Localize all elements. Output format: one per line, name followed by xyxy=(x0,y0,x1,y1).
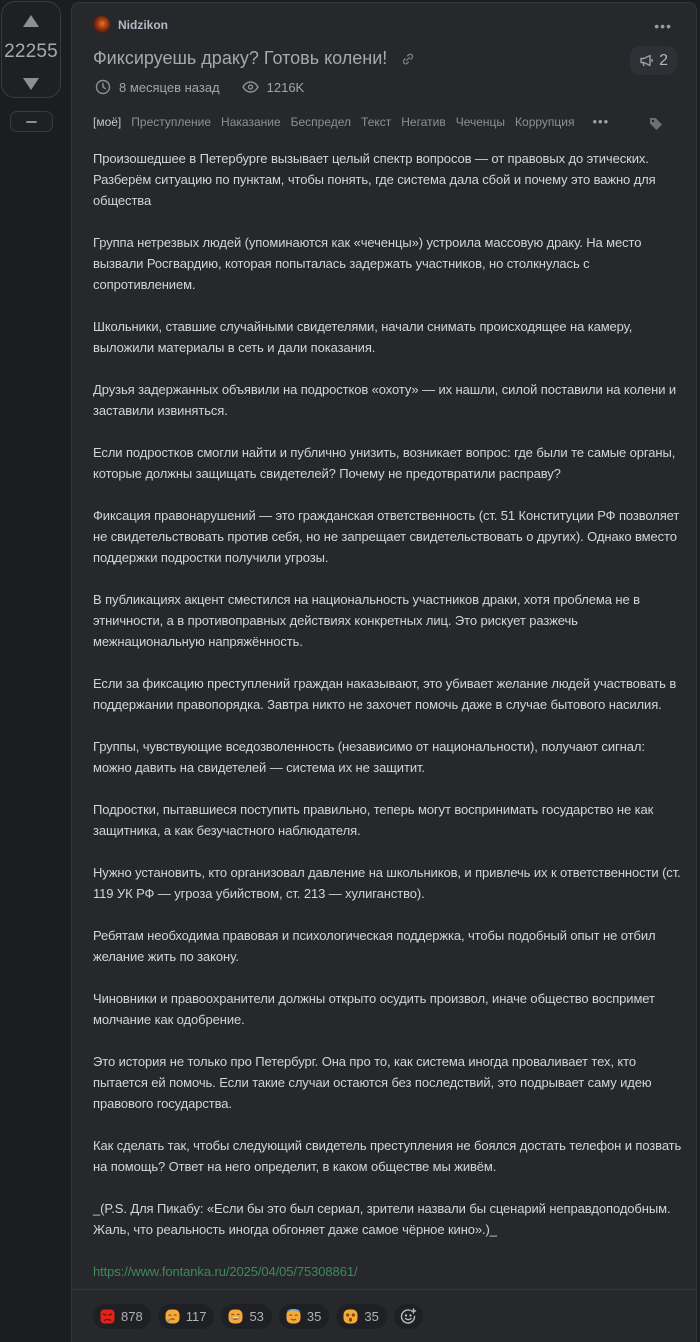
paragraph: Группа нетрезвых людей (упоминаются как «чеченцы») устроила массовую драку. На место вызвали Росгвардию, которая попыталась задержать участников, но столкнулась с сопротивлением. xyxy=(93,235,642,292)
comments-button[interactable] xyxy=(630,46,677,75)
author[interactable] xyxy=(93,16,168,33)
title-row xyxy=(93,48,415,69)
paragraph: Произошедшее в Петербурге вызывает целый спектр вопросов — от правовых до этических. Разберём ситуацию по пунктам, чтобы понять, где система дала сбой и почему это важно для общества xyxy=(93,151,656,208)
paragraph: Школьники, ставшие случайными свидетелями, начали снимать происходящее на камеру, выложили материалы в сеть и дали показания. xyxy=(93,319,633,355)
reaction-crying[interactable] xyxy=(158,1304,215,1329)
tag-item[interactable]: Наказание xyxy=(221,115,281,129)
divider xyxy=(72,1289,696,1290)
paragraph: В публикациях акцент сместился на национальность участников драки, хотя проблема не в этничности, а в противоправных действиях конкретных лиц. Это рискует разжечь межнациональную напряжённость. xyxy=(93,592,640,649)
story-content xyxy=(93,148,683,1303)
paragraph: Если подростков смогли найти и публично унизить, возникает вопрос: где были те самые органы, которые должны защищать свидетелей? Почему не предотвратили расправу? xyxy=(93,445,676,481)
paragraph: Фиксация правонарушений — это гражданская ответственность (ст. 51 Конституции РФ позволяет не свидетельствовать против себя, но не запрещает свидетельствовать о других). Однако вместо поддержки подростки получили угрозы. xyxy=(93,508,680,565)
time-ago: 8 месяцев назад xyxy=(119,79,220,95)
upvote-icon[interactable] xyxy=(23,15,39,27)
eye-icon xyxy=(242,81,259,93)
author-name[interactable]: Nidzikon xyxy=(118,17,168,32)
minus-icon xyxy=(26,121,37,123)
tag-item[interactable]: Негатив xyxy=(401,115,446,129)
views-count: 1216K xyxy=(266,79,305,95)
clock-icon xyxy=(95,79,111,95)
paragraph: Это история не только про Петербург. Она про то, как система иногда проваливает тех, кто пытается ей помочь. Если такие случаи остаются без последствий, это подрывает саму идею правового государства. xyxy=(93,1054,652,1111)
tag-item[interactable]: [моё] xyxy=(93,115,122,129)
story-card xyxy=(71,2,697,1342)
reaction-relieved[interactable] xyxy=(279,1304,329,1329)
source-link[interactable]: https://www.fontanka.ru/2025/04/05/75308861/ xyxy=(93,1264,358,1279)
more-tags-button[interactable]: ••• xyxy=(592,114,610,129)
reaction-count: 117 xyxy=(185,1309,207,1324)
paragraph: Группы, чувствующие вседозволенность (независимо от национальности), получают сигнал: можно давить на свидетелей — система их не защитит. xyxy=(93,739,645,775)
laughing-face-icon xyxy=(228,1309,243,1324)
tag-item[interactable]: Коррупция xyxy=(515,115,575,129)
tag-item[interactable]: Текст xyxy=(361,115,392,129)
megaphone-icon xyxy=(639,54,654,67)
reaction-count: 53 xyxy=(249,1309,264,1324)
comments-count: 2 xyxy=(659,51,668,69)
story-title[interactable]: Фиксируешь драку? Готовь колени! xyxy=(93,48,388,68)
downvote-icon[interactable] xyxy=(23,78,39,90)
vote-count: 22255 xyxy=(4,41,58,62)
reaction-count: 35 xyxy=(306,1309,322,1324)
relieved-face-icon xyxy=(286,1309,301,1324)
tag-item[interactable]: Чеченцы xyxy=(455,115,506,129)
paragraph: _(P.S. Для Пикабу: «Если бы это был сериал, зрители назвали бы сценарий неправдоподобным. Жаль, что реальность иногда обгоняет даже самое чёрное кино».)_ xyxy=(93,1201,671,1237)
story-meta xyxy=(95,79,304,95)
paragraph: Как сделать так, чтобы следующий свидетель преступления не боялся достать телефон и позвать на помощь? Ответ на него определит, в каком обществе мы живём. xyxy=(93,1138,682,1174)
tags-list xyxy=(93,115,609,129)
crying-face-icon xyxy=(165,1309,180,1324)
tag-item[interactable]: Беспредел xyxy=(290,115,352,129)
reaction-angry[interactable] xyxy=(93,1304,151,1329)
add-reaction-button[interactable] xyxy=(394,1304,423,1329)
reaction-count: 35 xyxy=(364,1309,379,1324)
paragraph: Друзья задержанных объявили на подростков «охоту» — их нашли, силой поставили на колени и заставили извиняться. xyxy=(93,382,677,418)
paragraph: Подростки, пытавшиеся поступить правильно, теперь могут воспринимать государство не как защитника, а как безучастного наблюдателя. xyxy=(93,802,654,838)
collapse-button[interactable] xyxy=(10,111,53,132)
reaction-shocked[interactable] xyxy=(336,1304,386,1329)
link-icon[interactable] xyxy=(401,52,415,66)
reaction-count: 878 xyxy=(121,1309,143,1324)
more-options-icon[interactable]: ••• xyxy=(654,18,672,34)
paragraph: Нужно установить, кто организовал давление на школьников, и привлечь их к ответственности (ст. 119 УК РФ — угроза убийством, ст. 213 — хулиганство). xyxy=(93,865,681,901)
shocked-face-icon xyxy=(343,1309,358,1324)
angry-face-icon xyxy=(100,1309,115,1324)
avatar[interactable] xyxy=(93,16,110,33)
paragraph: Чиновники и правоохранители должны открыто осудить произвол, иначе общество воспримет молчание как одобрение. xyxy=(93,991,655,1027)
paragraph: Ребятам необходима правовая и психологическая поддержка, чтобы подобный опыт не отбил желание жить по закону. xyxy=(93,928,656,964)
reactions-bar xyxy=(93,1304,423,1329)
reaction-laughing[interactable] xyxy=(221,1304,271,1329)
tag-icon[interactable] xyxy=(649,117,663,131)
paragraph: Если за фиксацию преступлений граждан наказывают, это убивает желание людей участвовать в поддержании правопорядка. Завтра никто не захочет помочь даже в случае бытового насилия. xyxy=(93,676,677,712)
tag-item[interactable]: Преступление xyxy=(131,115,212,129)
vote-box xyxy=(1,1,61,98)
add-emoji-icon xyxy=(400,1308,417,1325)
